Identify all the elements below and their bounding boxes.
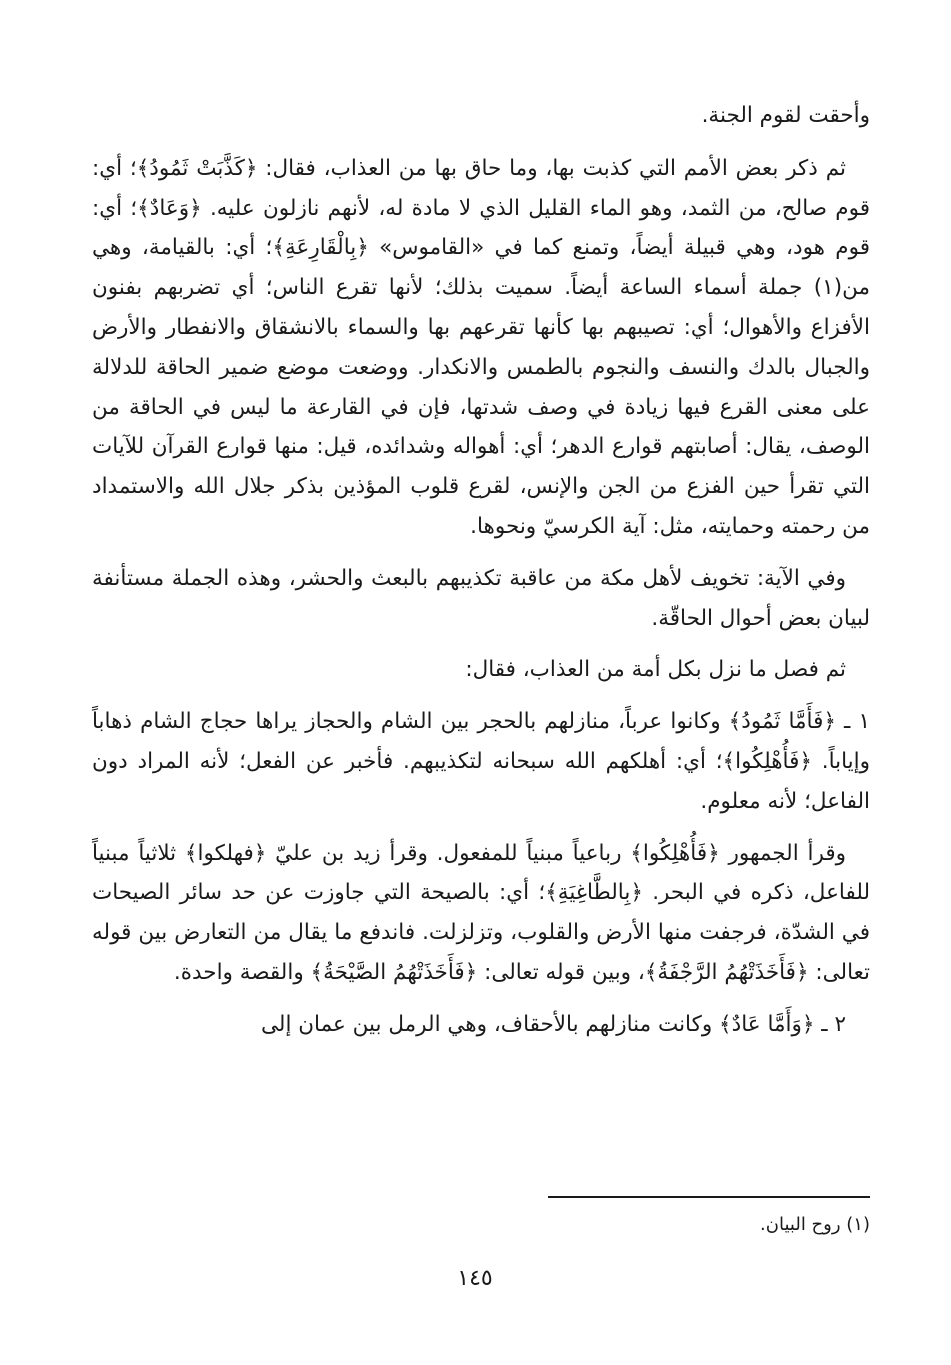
paragraph-3: وفي الآية: تخويف لأهل مكة من عاقبة تكذيبهم بالبعث والحشر، وهذه الجملة مستأنفة لبيان بعض أحوال الحاقّة.: [92, 565, 870, 631]
paragraph-6: وقرأ الجمهور ﴿فَأُهْلِكُوا﴾ رباعياً مبنياً للمفعول. وقرأ زيد بن عليّ ﴿فهلكوا﴾ ثلاثياً مبنياً للفاعل، ذكره في البحر. ﴿بِالطَّاغِيَةِ﴾؛ أي: بالصيحة التي جاوزت عن حد سائر الصيحات في الشدّة، فرجفت منها الأرض والقلوب، وتزلزلت. فاندفع ما يقال من التعارض بين قوله تعالى: ﴿فَأَخَذَتْهُمُ الرَّجْفَةُ﴾، وبين قوله تعالى: ﴿فَأَخَذَتْهُمُ الصَّيْحَةُ﴾ والقصة واحدة.: [92, 840, 870, 985]
footnote: (١) روح البيان.: [760, 1214, 870, 1235]
paragraph-1: وأحقت لقوم الجنة.: [701, 103, 870, 128]
paragraph-2: ثم ذكر بعض الأمم التي كذبت بها، وما حاق بها من العذاب، فقال: ﴿كَذَّبَتْ ثَمُودُ﴾؛ أي: قوم صالح، من الثمد، وهو الماء القليل الذي لا مادة له، لأنهم نازلون عليه. ﴿وَعَادٌ﴾؛ أي: قوم هود، وهي قبيلة أيضاً، وتمنع كما في «القاموس» ﴿بِالْقَارِعَةِ﴾؛ أي: بالقيامة، وهي من(١) جملة أسماء الساعة أيضاً. سميت بذلك؛ لأنها تقرع الناس؛ أي تضربهم بفنون الأفزاع والأهوال؛ أي: تصيبهم بها كأنها تقرعهم بها والسماء بالانشقاق والانفطار والأرض والجبال بالدك والنسف والنجوم بالطمس والانكدار. ووضعت موضع ضمير الحاقة للدلالة على معنى القرع فيها زيادة في وصف شدتها، فإن في القارعة ما ليس في الحاقة من الوصف، يقال: أصابتهم قوارع الدهر؛ أي: أهواله وشدائده، قيل: منها قوارع القرآن للآيات التي تقرأ حين الفزع من الجن والإنس، لقرع قلوب المؤذين بذكر جلال الله والاستمداد من رحمته وحمايته، مثل: آية الكرسيّ ونحوها.: [92, 155, 870, 539]
page-number: ١٤٥: [457, 1266, 493, 1291]
paragraph-4: ثم فصل ما نزل بكل أمة من العذاب، فقال:: [465, 657, 846, 683]
paragraph-7: ٢ ـ ﴿وَأَمَّا عَادٌ﴾ وكانت منازلهم بالأحقاف، وهي الرمل بين عمان إلى: [260, 1011, 846, 1037]
footnote-divider: [548, 1196, 870, 1198]
page-body: [92, 96, 870, 1045]
paragraph-5: ١ ـ ﴿فَأَمَّا ثَمُودُ﴾ وكانوا عرباً، منازلهم بالحجر بين الشام والحجاز يراها حجاج الشام ذهاباً وإياباً. ﴿فَأُهْلِكُوا﴾؛ أي: أهلكهم الله سبحانه لتكذيبهم. فأخبر عن الفعل؛ لأنه المراد دون الفاعل؛ لأنه معلوم.: [92, 709, 870, 814]
